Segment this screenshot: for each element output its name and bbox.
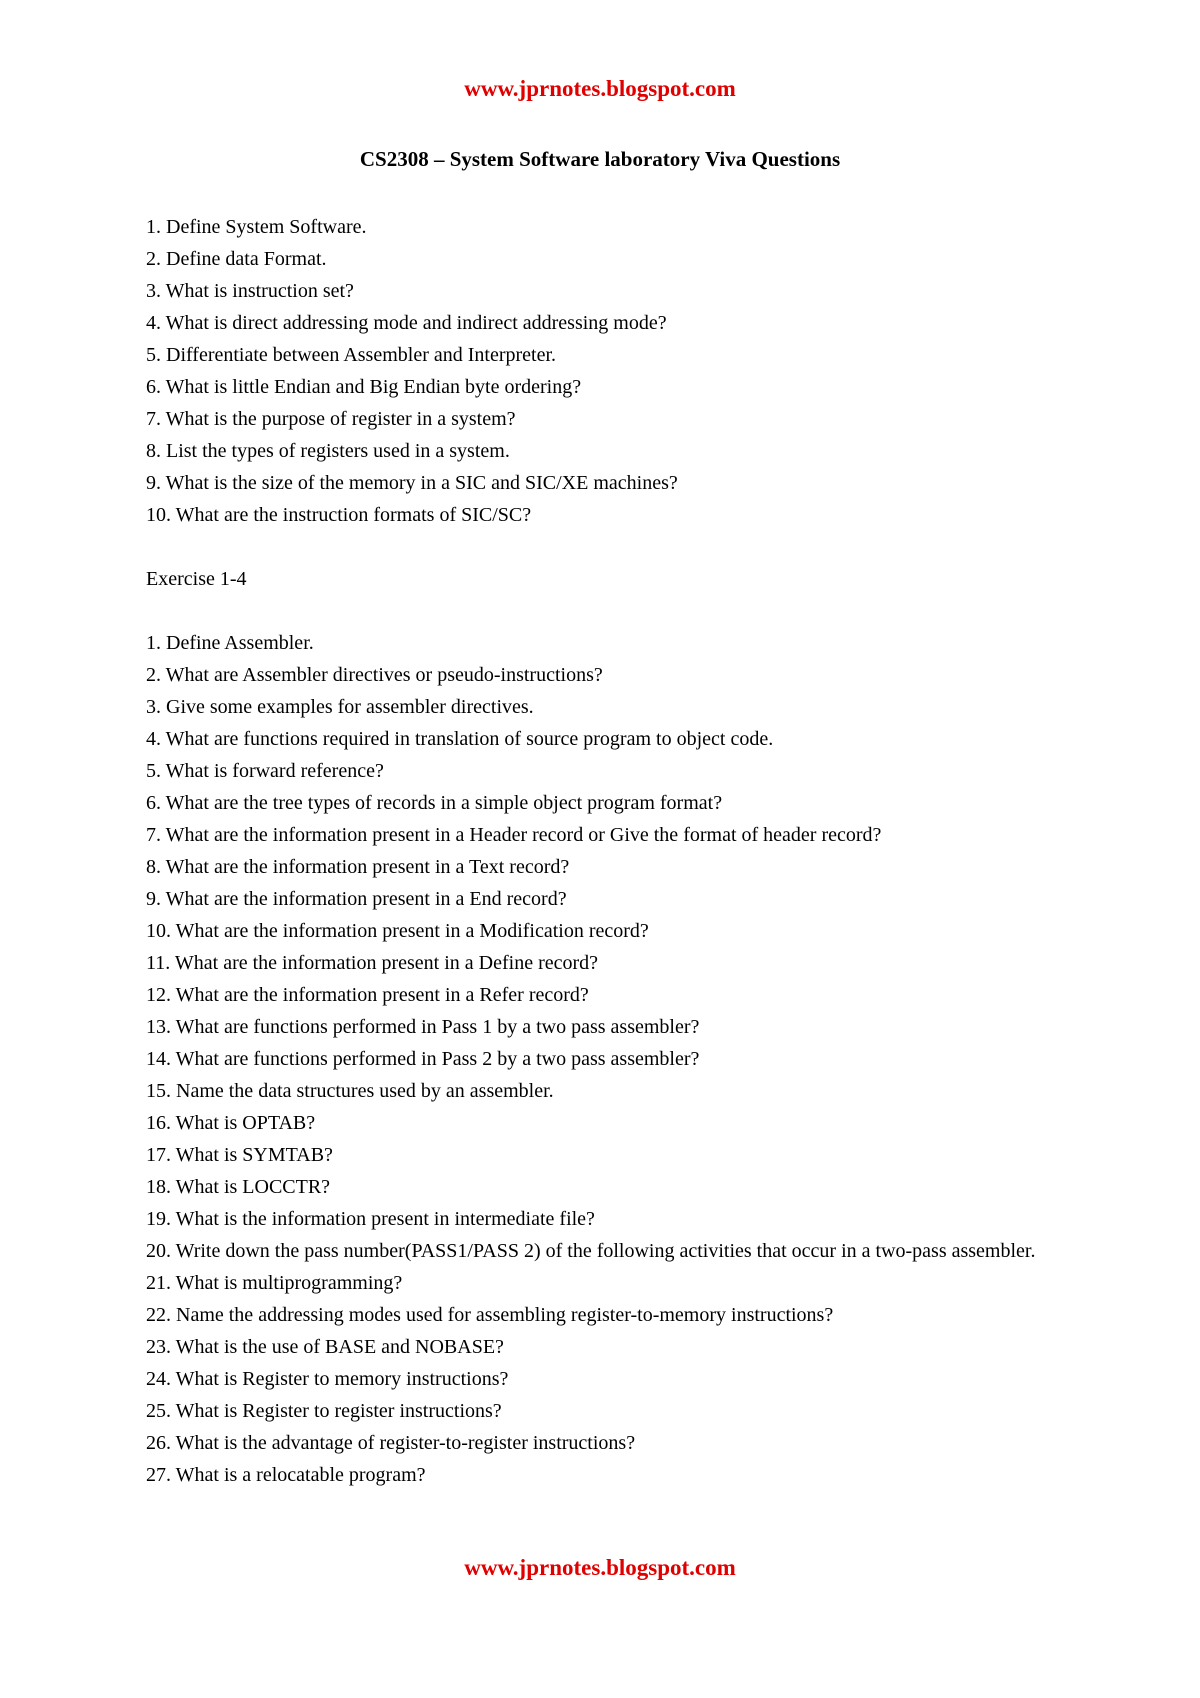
question-item: 26. What is the advantage of register-to-register instructions? (146, 1432, 636, 1454)
question-item: 4. What is direct addressing mode and indirect addressing mode? (146, 312, 667, 334)
question-item: 23. What is the use of BASE and NOBASE? (146, 1336, 504, 1358)
document-title: CS2308 – System Software laboratory Viva Questions (359, 147, 841, 171)
question-item: 4. What are functions required in translation of source program to object code. (146, 728, 774, 750)
question-item: 1. Define System Software. (146, 216, 367, 238)
question-item: 7. What are the information present in a Header record or Give the format of header record? (146, 824, 882, 846)
exercise-heading: Exercise 1-4 (146, 568, 247, 590)
question-item: 3. Give some examples for assembler directives. (146, 696, 534, 718)
question-item: 16. What is OPTAB? (146, 1112, 316, 1134)
question-item: 7. What is the purpose of register in a system? (146, 408, 516, 430)
question-item: 9. What is the size of the memory in a SIC and SIC/XE machines? (146, 472, 678, 494)
question-item: 18. What is LOCCTR? (146, 1176, 331, 1198)
question-item: 9. What are the information present in a End record? (146, 888, 567, 910)
question-item: 6. What is little Endian and Big Endian byte ordering? (146, 376, 582, 398)
question-item: 25. What is Register to register instructions? (146, 1400, 502, 1422)
intro-question-list (146, 211, 1066, 531)
question-item: 11. What are the information present in a Define record? (146, 952, 599, 974)
question-item: 14. What are functions performed in Pass 2 by a two pass assembler? (146, 1048, 700, 1070)
exercise-question-list (146, 627, 1066, 1491)
question-item: 8. List the types of registers used in a system. (146, 440, 510, 462)
question-item: 13. What are functions performed in Pass 1 by a two pass assembler? (146, 1016, 700, 1038)
question-item: 27. What is a relocatable program? (146, 1464, 426, 1486)
question-item: 10. What are the instruction formats of SIC/SC? (146, 504, 532, 526)
question-item: 2. What are Assembler directives or pseudo-instructions? (146, 664, 603, 686)
question-item: 5. What is forward reference? (146, 760, 384, 782)
question-item: 8. What are the information present in a Text record? (146, 856, 570, 878)
question-item: 15. Name the data structures used by an assembler. (146, 1080, 554, 1102)
document-body (146, 211, 1066, 1491)
question-item: 24. What is Register to memory instructions? (146, 1368, 509, 1390)
question-item: 20. Write down the pass number(PASS1/PASS 2) of the following activities that occur in a two-pass assembler. (146, 1240, 1036, 1262)
question-item: 21. What is multiprogramming? (146, 1272, 403, 1294)
footer-site-link[interactable]: www.jprnotes.blogspot.com (464, 1555, 736, 1580)
question-item: 1. Define Assembler. (146, 632, 314, 654)
question-item: 6. What are the tree types of records in a simple object program format? (146, 792, 723, 814)
question-item: 17. What is SYMTAB? (146, 1144, 333, 1166)
question-item: 19. What is the information present in intermediate file? (146, 1208, 595, 1230)
question-item: 10. What are the information present in a Modification record? (146, 920, 649, 942)
question-item: 5. Differentiate between Assembler and Interpreter. (146, 344, 557, 366)
question-item: 22. Name the addressing modes used for assembling register-to-memory instructions? (146, 1304, 834, 1326)
question-item: 12. What are the information present in a Refer record? (146, 984, 589, 1006)
question-item: 3. What is instruction set? (146, 280, 354, 302)
header-site-link[interactable]: www.jprnotes.blogspot.com (464, 76, 736, 101)
question-item: 2. Define data Format. (146, 248, 327, 270)
